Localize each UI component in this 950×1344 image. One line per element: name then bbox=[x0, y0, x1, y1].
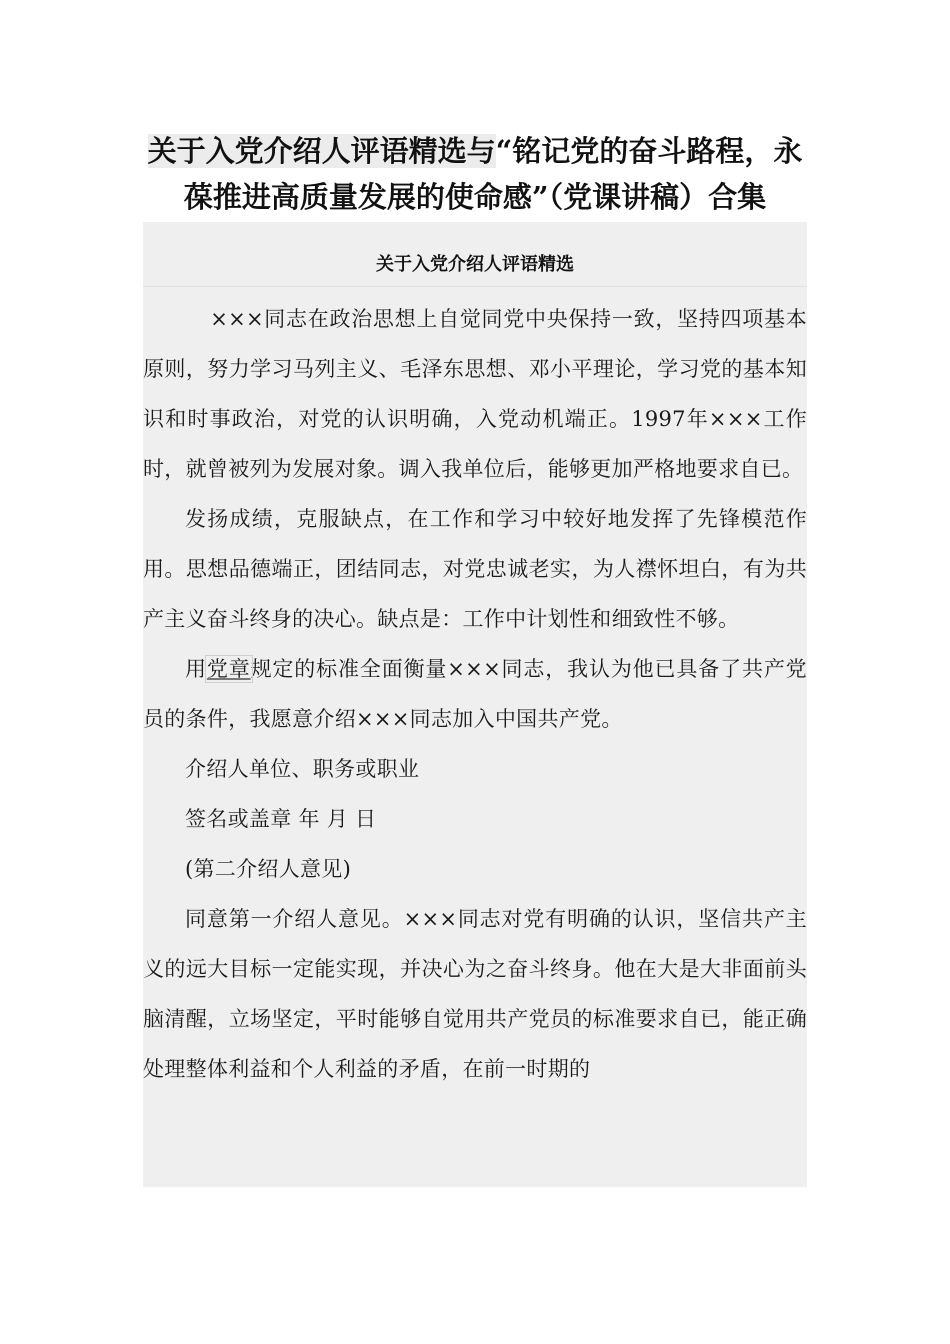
paragraph-signature-date: 签名或盖章 年 月 日 bbox=[185, 807, 377, 831]
content-block bbox=[143, 222, 807, 1187]
body-text bbox=[143, 294, 807, 1094]
section-divider bbox=[143, 286, 807, 287]
document-title-highlighted: 关于入党介绍人评语精选与 bbox=[147, 134, 496, 168]
paragraph-1: ×××同志在政治思想上自觉同党中央保持一致，坚持四项基本原则，努力学习马列主义、毛泽东思想、邓小平理论，学习党的基本知识和时事政治，对党的认识明确，入党动机端正。1997年×××工作时，就曾被列为发展对象。调入我单位后，能够更加严格地要求自已。 bbox=[143, 307, 807, 481]
paragraph-3-after: 规定的标准全面衡量×××同志，我认为他已具备了共产党员的条件，我愿意介绍×××同志加入中国共产党。 bbox=[143, 657, 807, 731]
paragraph-3 bbox=[143, 644, 807, 744]
section-title: 关于入党介绍人评语精选 bbox=[376, 254, 574, 275]
paragraph-7: 同意第一介绍人意见。×××同志对党有明确的认识，坚信共产主义的远大目标一定能实现，并决心为之奋斗终身。他在大是大非面前头脑清醒，立场坚定，平时能够自觉用共产党员的标准要求自已，能正确处理整体利益和个人利益的矛盾，在前一时期的 bbox=[143, 907, 807, 1081]
paragraph-second-introducer: (第二介绍人意见) bbox=[185, 857, 352, 881]
document-title bbox=[140, 128, 810, 220]
paragraph-3-before: 用 bbox=[185, 657, 207, 681]
document-title-rest: “铭记党的奋斗路程，永葆推进高质量发展的使命感”（党课讲稿）合集 bbox=[183, 134, 803, 214]
paragraph-2: 发扬成绩，克服缺点，在工作和学习中较好地发挥了先锋模范作用。思想品德端正，团结同志，对党忠诚老实，为人襟怀坦白，有为共产主义奋斗终身的决心。缺点是：工作中计划性和细致性不够。 bbox=[143, 507, 807, 631]
paragraph-introducer-unit: 介绍人单位、职务或职业 bbox=[185, 757, 420, 781]
party-constitution-link[interactable]: 党章 bbox=[206, 657, 251, 681]
